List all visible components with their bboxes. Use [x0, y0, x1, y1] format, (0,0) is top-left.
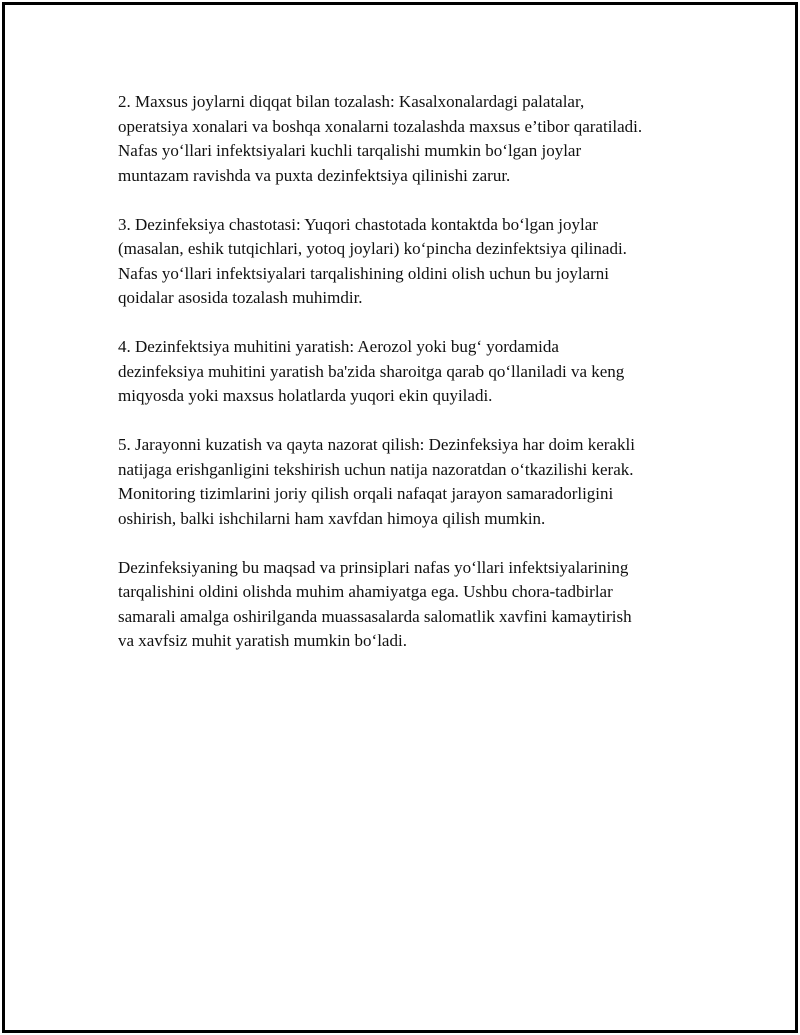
text-line: va xavfsiz muhit yaratish mumkin bo‘ladi. [118, 631, 407, 650]
text-line: (masalan, eshik tutqichlari, yotoq joylari) ko‘pincha dezinfektsiya qilinadi. [118, 239, 627, 258]
text-line: Nafas yo‘llari infektsiyalari kuchli tarqalishi mumkin bo‘lgan joylar [118, 141, 582, 160]
text-line: muntazam ravishda va puxta dezinfektsiya qilinishi zarur. [118, 165, 511, 185]
text-line: 5. Jarayonni kuzatish va qayta nazorat qilish: Dezinfeksiya har doim kerakli [118, 435, 635, 454]
text-line: 2. Maxsus joylarni diqqat bilan tozalash: Kasalxonalardagi palatalar, [118, 92, 585, 111]
text-line: natijaga erishganligini tekshirish uchun natija nazoratdan o‘tkazilishi kerak. [118, 459, 634, 479]
text-line: 3. Dezinfeksiya chastotasi: Yuqori chastotada kontaktda bo‘lgan joylar [118, 214, 598, 234]
text-line: Nafas yo‘llari infektsiyalari tarqalishining oldini olish uchun bu joylarni [118, 263, 610, 283]
paragraph-conclusion [118, 556, 708, 654]
text-line: 4. Dezinfektsiya muhitini yaratish: Aerozol yoki bug‘ yordamida [118, 337, 559, 356]
text-line: oshirish, balki ishchilarni ham xavfdan himoya qilish mumkin. [118, 508, 546, 528]
paragraph-disinfection-frequency [118, 213, 708, 311]
paragraph-process-monitoring [118, 433, 708, 531]
text-line: operatsiya xonalari va boshqa xonalarni tozalashda maxsus e’tibor qaratiladi. [118, 116, 643, 136]
paragraph-disinfection-environment [118, 335, 708, 409]
paragraph-cleaning-special-areas [118, 90, 708, 188]
text-line: samarali amalga oshirilganda muassasalarda salomatlik xavfini kamaytirish [118, 606, 632, 626]
text-line: Dezinfeksiyaning bu maqsad va prinsiplari nafas yo‘llari infektsiyalarining [118, 557, 629, 577]
text-line: Monitoring tizimlarini joriy qilish orqali nafaqat jarayon samaradorligini [118, 484, 614, 503]
text-line: miqyosda yoki maxsus holatlarda yuqori ekin quyiladi. [118, 386, 493, 405]
text-line: qoidalar asosida tozalash muhimdir. [118, 288, 363, 307]
text-line: dezinfeksiya muhitini yaratish ba'zida sharoitga qarab qo‘llaniladi va keng [118, 361, 625, 381]
text-line: tarqalishini oldini olishda muhim ahamiyatga ega. Ushbu chora-tadbirlar [118, 582, 613, 601]
document-body [118, 90, 708, 678]
